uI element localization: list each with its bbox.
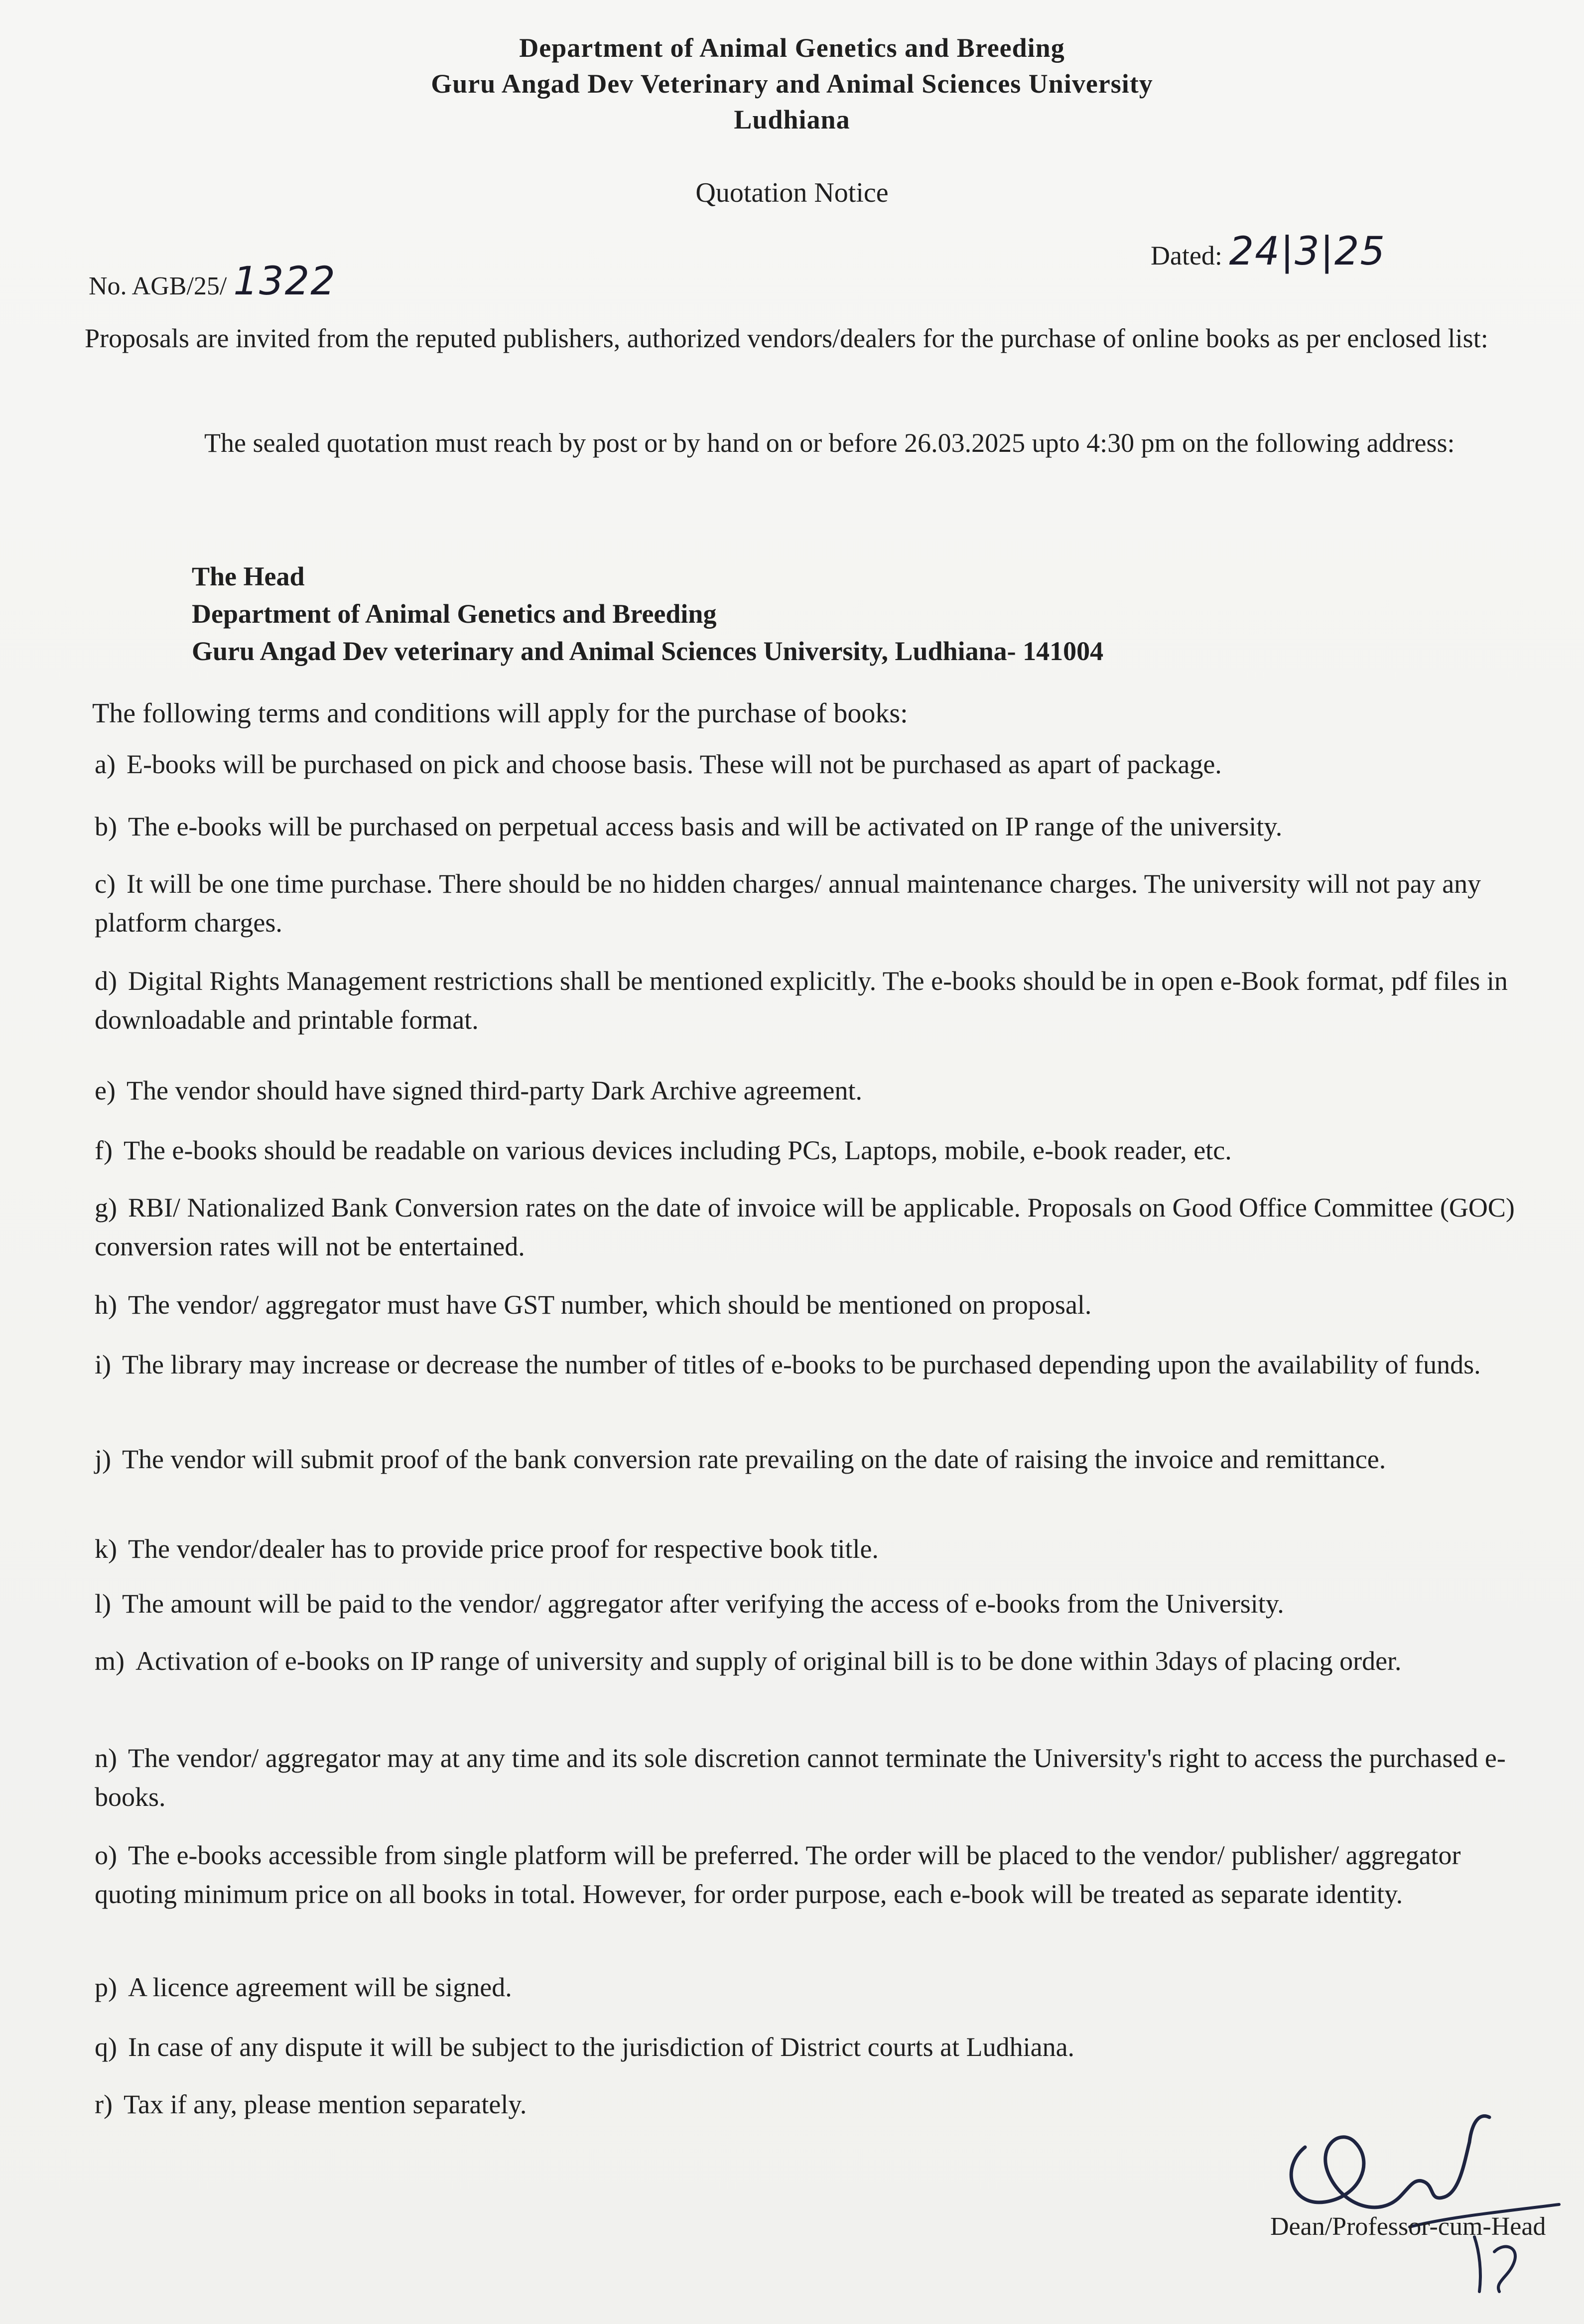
terms-intro: The following terms and conditions will apply for the purchase of books: <box>92 698 908 729</box>
dated-handwritten-date: 24|3|25 <box>1229 229 1386 274</box>
handwritten-signature <box>1260 2102 1569 2312</box>
term-text: The vendor should have signed third-party Dark Archive agreement. <box>126 1076 862 1105</box>
term-item <box>95 864 1529 942</box>
term-text: RBI/ Nationalized Bank Conversion rates on the date of invoice will be applicable. Proposals on Good Office Committee (GOC) conversion rates will not be entertained. <box>95 1193 1515 1261</box>
reference-prefix: No. AGB/25/ <box>89 272 227 300</box>
term-text: The vendor/ aggregator may at any time and its sole discretion cannot terminate the University's right to access the purchased e-books. <box>95 1743 1506 1812</box>
term-letter: d) <box>95 966 117 996</box>
term-text: E-books will be purchased on pick and choose basis. These will not be purchased as apart of package. <box>126 749 1222 779</box>
header-city: Ludhiana <box>734 105 850 135</box>
address-line-3: Guru Angad Dev veterinary and Animal Sciences University, Ludhiana- 141004 <box>192 636 1104 666</box>
term-letter: n) <box>95 1743 117 1773</box>
term-letter: c) <box>95 869 116 899</box>
term-text: In case of any dispute it will be subject to the jurisdiction of District courts at Ludhiana. <box>128 2032 1075 2062</box>
signature-caption: Dean/Professor-cum-Head <box>1270 2212 1546 2241</box>
term-letter: e) <box>95 1076 116 1105</box>
term-letter: q) <box>95 2032 117 2062</box>
address-line-2: Department of Animal Genetics and Breeding <box>192 599 717 629</box>
term-text: The e-books accessible from single platform will be preferred. The order will be placed to the vendor/ publisher/ aggregator quoting minimum price on all books in total. However, for order purpose, each e-book will be treated as separate identity. <box>95 1840 1461 1909</box>
dated-line <box>1151 229 1386 274</box>
term-item <box>95 1071 1529 1110</box>
term-text: It will be one time purchase. There should be no hidden charges/ annual maintenance charges. The university will not pay any platform charges. <box>95 869 1481 938</box>
term-text: Tax if any, please mention separately. <box>123 2089 527 2119</box>
header-university: Guru Angad Dev Veterinary and Animal Sciences University <box>431 69 1153 99</box>
term-letter: f) <box>95 1135 113 1165</box>
term-text: The vendor will submit proof of the bank conversion rate prevailing on the date of raising the invoice and remittance. <box>122 1444 1386 1474</box>
term-item <box>95 1440 1529 1479</box>
term-letter: l) <box>95 1589 111 1619</box>
term-item <box>95 807 1529 846</box>
header-department: Department of Animal Genetics and Breeding <box>519 33 1065 63</box>
dated-label: Dated: <box>1151 241 1222 271</box>
term-item <box>95 1188 1529 1266</box>
term-text: The amount will be paid to the vendor/ aggregator after verifying the access of e-books from the University. <box>122 1589 1284 1619</box>
term-item <box>95 961 1529 1039</box>
term-text: A licence agreement will be signed. <box>128 1972 512 2002</box>
term-letter: j) <box>95 1444 111 1474</box>
term-item <box>95 2028 1529 2066</box>
term-letter: b) <box>95 812 117 841</box>
term-text: The e-books will be purchased on perpetual access basis and will be activated on IP range of the university. <box>128 812 1283 841</box>
address-line-1: The Head <box>192 561 305 591</box>
term-text: The vendor/dealer has to provide price proof for respective book title. <box>128 1534 879 1564</box>
reference-number <box>89 259 336 304</box>
term-letter: a) <box>95 749 116 779</box>
term-letter: r) <box>95 2089 113 2119</box>
term-letter: m) <box>95 1646 125 1676</box>
term-text: The e-books should be readable on various devices including PCs, Laptops, mobile, e-book reader, etc. <box>123 1135 1232 1165</box>
term-item <box>95 1584 1529 1623</box>
term-item <box>95 1285 1529 1324</box>
term-text: The vendor/ aggregator must have GST number, which should be mentioned on proposal. <box>128 1290 1092 1320</box>
term-letter: k) <box>95 1534 117 1564</box>
term-letter: g) <box>95 1193 117 1223</box>
term-letter: o) <box>95 1840 117 1870</box>
term-item <box>95 1968 1529 2007</box>
term-item <box>95 1131 1529 1170</box>
intro-paragraph: Proposals are invited from the reputed publishers, authorized vendors/dealers for the purchase of online books as per enclosed list: <box>85 323 1488 353</box>
term-letter: i) <box>95 1350 111 1379</box>
term-item <box>95 745 1529 784</box>
term-text: Activation of e-books on IP range of university and supply of original bill is to be done within 3days of placing order. <box>135 1646 1402 1676</box>
term-text: Digital Rights Management restrictions shall be mentioned explicitly. The e-books should be in open e-Book format, pdf files in downloadable and printable format. <box>95 966 1508 1035</box>
term-letter: p) <box>95 1972 117 2002</box>
reference-handwritten-number: 1322 <box>233 259 336 304</box>
sealed-quotation-paragraph: The sealed quotation must reach by post or by hand on or before 26.03.2025 upto 4:30 pm on the following address: <box>204 428 1455 458</box>
term-item <box>95 1529 1529 1568</box>
term-text: The library may increase or decrease the number of titles of e-books to be purchased depending upon the availability of funds. <box>122 1350 1481 1379</box>
term-letter: h) <box>95 1290 117 1320</box>
term-item <box>95 1836 1529 1914</box>
term-item <box>95 1739 1529 1816</box>
document-header <box>0 30 1584 137</box>
term-item <box>95 1641 1529 1680</box>
notice-title: Quotation Notice <box>695 177 889 208</box>
term-item <box>95 1345 1529 1384</box>
address-block <box>192 558 1103 670</box>
